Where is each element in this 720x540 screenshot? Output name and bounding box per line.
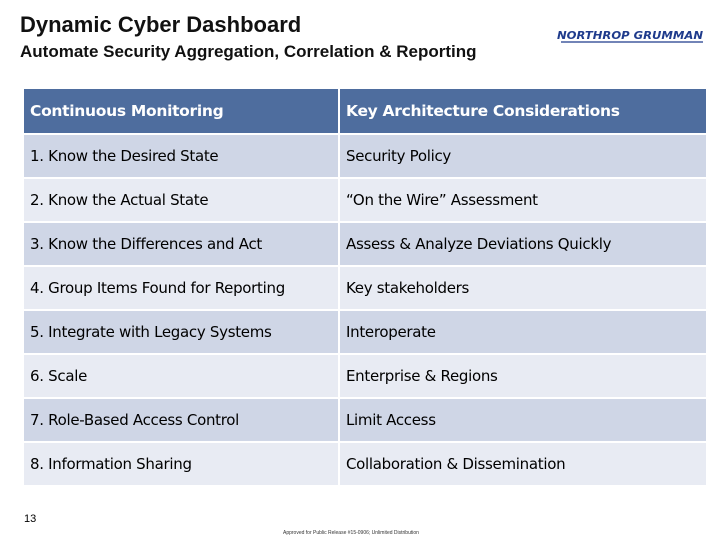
- consideration-cell: Security Policy: [339, 134, 707, 178]
- table-row: [23, 310, 707, 354]
- monitoring-cell: 7. Role-Based Access Control: [23, 398, 339, 442]
- page-title: Dynamic Cyber Dashboard: [20, 12, 302, 37]
- consideration-cell: Assess & Analyze Deviations Quickly: [339, 222, 707, 266]
- considerations-table: [22, 87, 708, 487]
- monitoring-cell: 4. Group Items Found for Reporting: [23, 266, 339, 310]
- table-row: [23, 266, 707, 310]
- page-number: 13: [24, 513, 37, 525]
- logo-text: NORTHROP GRUMMAN: [557, 29, 703, 42]
- consideration-cell: “On the Wire” Assessment: [339, 178, 707, 222]
- table-row: [23, 134, 707, 178]
- monitoring-cell: 1. Know the Desired State: [23, 134, 339, 178]
- monitoring-cell: 3. Know the Differences and Act: [23, 222, 339, 266]
- consideration-cell: Enterprise & Regions: [339, 354, 707, 398]
- monitoring-cell: 5. Integrate with Legacy Systems: [23, 310, 339, 354]
- table-header-row: [23, 88, 707, 134]
- header-continuous-monitoring: Continuous Monitoring: [23, 88, 339, 134]
- monitoring-cell: 2. Know the Actual State: [23, 178, 339, 222]
- consideration-cell: Key stakeholders: [339, 266, 707, 310]
- table-row: [23, 398, 707, 442]
- consideration-cell: Collaboration & Dissemination: [339, 442, 707, 486]
- northrop-grumman-logo: [555, 22, 705, 46]
- monitoring-cell: 6. Scale: [23, 354, 339, 398]
- page-subtitle: Automate Security Aggregation, Correlation & Reporting: [20, 42, 477, 61]
- header-key-architecture: Key Architecture Considerations: [339, 88, 707, 134]
- table-row: [23, 222, 707, 266]
- consideration-cell: Limit Access: [339, 398, 707, 442]
- logo-wordmark: [555, 22, 705, 46]
- release-note: Approved for Public Release #15-0906; Unlimited Distribution: [283, 530, 419, 536]
- table-row: [23, 354, 707, 398]
- table-row: [23, 442, 707, 486]
- monitoring-cell: 8. Information Sharing: [23, 442, 339, 486]
- consideration-cell: Interoperate: [339, 310, 707, 354]
- table-row: [23, 178, 707, 222]
